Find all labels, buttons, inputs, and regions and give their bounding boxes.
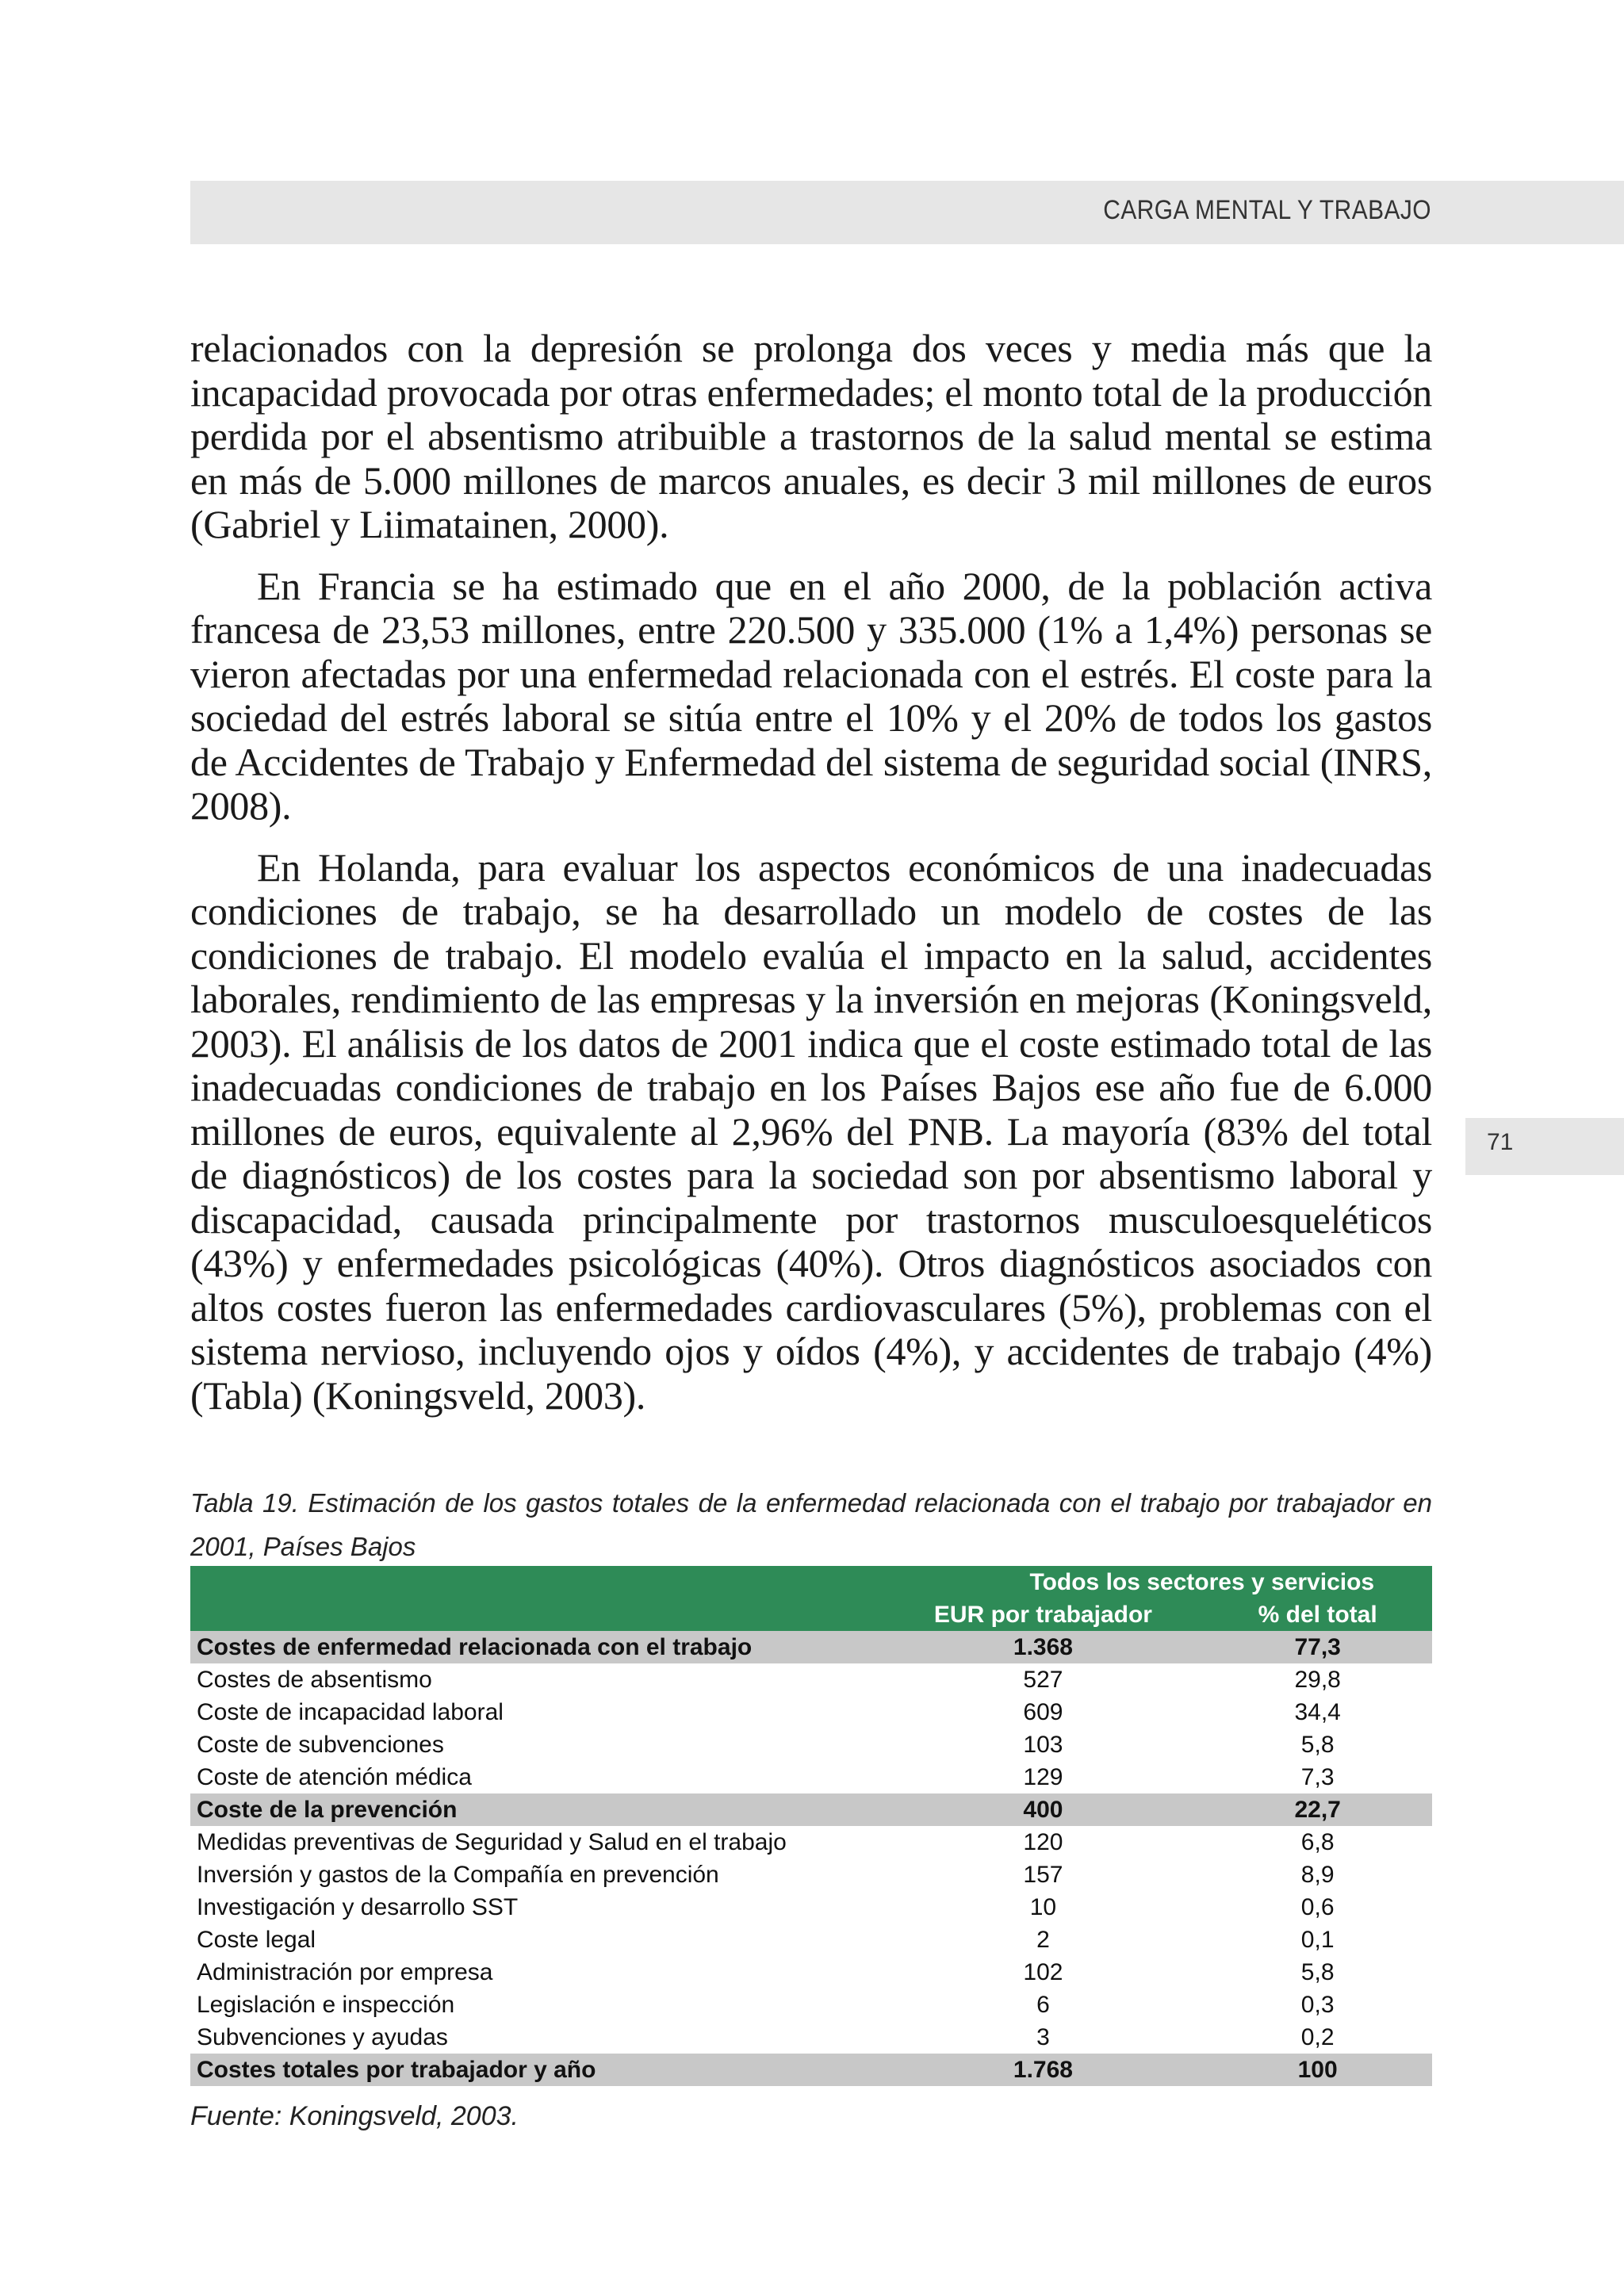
row-label: Legislación e inspección <box>197 1992 455 2018</box>
row-pct-value: 0,2 <box>1300 2024 1335 2050</box>
table-row <box>190 1989 1432 2021</box>
table-row <box>190 1956 1432 1989</box>
row-pct-value: 5,8 <box>1300 1959 1335 1985</box>
row-eur-value: 157 <box>1023 1862 1063 1888</box>
row-label: Costes de enfermedad relacionada con el trabajo <box>190 1631 883 1663</box>
table-section-row <box>190 1793 1432 1826</box>
cost-table <box>190 1566 1432 2086</box>
table-source: Fuente: Koningsveld, 2003. <box>190 2101 519 2131</box>
row-pct-value: 34,4 <box>1294 1699 1341 1725</box>
row-label: Inversión y gastos de la Compañía en prevención <box>197 1862 719 1888</box>
table-group-header: Todos los sectores y servicios <box>883 1566 1432 1598</box>
table-header-blank <box>190 1598 883 1631</box>
table-row <box>190 1826 1432 1859</box>
table-row <box>190 1924 1432 1956</box>
row-pct-value: 8,9 <box>1300 1862 1335 1888</box>
paragraph: relacionados con la depresión se prolonga dos veces y media más que la incapacidad provocada por otras enfermedades; el monto total de la producción perdida por el absentismo atribuible a trastornos de la salud mental se estima en más de 5.000 millones de marcos anuales, es decir 3 mil millones de euros (Gabriel y Liimatainen, 2000). <box>190 326 1432 546</box>
row-pct-value: 0,3 <box>1300 1992 1335 2018</box>
table-body <box>190 1631 1432 2086</box>
row-eur-value: 10 <box>1029 1894 1057 1920</box>
row-label: Coste de incapacidad laboral <box>197 1699 504 1725</box>
table-row <box>190 1696 1432 1728</box>
body-text <box>190 327 1432 1435</box>
row-eur-value: 527 <box>1023 1667 1063 1693</box>
row-eur-value: 609 <box>1023 1699 1063 1725</box>
paragraph: En Holanda, para evaluar los aspectos económicos de una inadecuadas condiciones de trabajo, se ha desarrollado un modelo de costes de las condiciones de trabajo. El modelo evalúa el impacto en la salud, accidentes laborales, rendimiento de las empresas y la inversión en mejoras (Koningsveld, 2003). El análisis de los datos de 2001 indica que el coste estimado total de las inadecuadas condiciones de trabajo en los Países Bajos ese año fue de 6.000 millones de euros, equivalente al 2,96% del PNB. La mayoría (83% del total de diagnósticos) de los costes para la sociedad son por absentismo laboral y discapacidad, causada principalmente por trastornos musculoesqueléticos (43%) y enfermedades psicológicas (40%). Otros diagnósticos asociados con altos costes fueron las enfermedades cardiovasculares (5%), problemas con el sistema nervioso, incluyendo ojos y oídos (4%), y accidentes de trabajo (4%) (Tabla) (Koningsveld, 2003). <box>190 844 1432 1418</box>
row-eur-value: 102 <box>1023 1959 1063 1985</box>
row-pct-value: 0,6 <box>1300 1894 1335 1920</box>
row-eur-value: 2 <box>1036 1927 1050 1953</box>
row-pct-value: 7,3 <box>1300 1764 1335 1790</box>
table-column-header-row <box>190 1598 1432 1631</box>
row-eur-value: 103 <box>1023 1732 1063 1758</box>
page-number: 71 <box>1487 1129 1514 1155</box>
row-label: Costes de absentismo <box>197 1667 432 1693</box>
row-pct-value: 29,8 <box>1294 1667 1341 1693</box>
table-row <box>190 1891 1432 1924</box>
table-row <box>190 1728 1432 1761</box>
paragraph: En Francia se ha estimado que en el año 2000, de la población activa francesa de 23,53 millones, entre 220.500 y 335.000 (1% a 1,4%) personas se vieron afectadas por una enfermedad relacionada con el estrés. El coste para la sociedad del estrés laboral se sitúa entre el 10% y el 20% de todos los gastos de Accidentes de Trabajo y Enfermedad del sistema de seguridad social (INRS, 2008). <box>190 563 1432 828</box>
table-row <box>190 1663 1432 1696</box>
row-label: Coste de la prevención <box>190 1793 883 1826</box>
table-row <box>190 2021 1432 2054</box>
row-pct-value: 5,8 <box>1300 1732 1335 1758</box>
row-pct-value: 77,3 <box>1203 1631 1432 1663</box>
row-pct-value: 0,1 <box>1300 1927 1335 1953</box>
column-header-pct: % del total <box>1203 1598 1432 1631</box>
row-eur-value: 129 <box>1023 1764 1063 1790</box>
row-eur-value: 3 <box>1036 2024 1050 2050</box>
row-label: Investigación y desarrollo SST <box>197 1894 519 1920</box>
column-header-eur: EUR por trabajador <box>883 1598 1204 1631</box>
table-header-blank <box>190 1566 883 1598</box>
row-label: Coste de atención médica <box>197 1764 472 1790</box>
row-pct-value: 22,7 <box>1203 1793 1432 1826</box>
row-eur-value: 120 <box>1023 1829 1063 1855</box>
row-pct-value: 6,8 <box>1300 1829 1335 1855</box>
table-section-row <box>190 1631 1432 1663</box>
row-label: Costes totales por trabajador y año <box>190 2054 883 2086</box>
row-pct-value: 100 <box>1203 2054 1432 2086</box>
row-eur-value: 6 <box>1036 1992 1050 2018</box>
row-label: Coste de subvenciones <box>197 1732 444 1758</box>
row-label: Coste legal <box>197 1927 316 1953</box>
table-group-header-row <box>190 1566 1432 1598</box>
row-label: Subvenciones y ayudas <box>197 2024 448 2050</box>
row-label: Medidas preventivas de Seguridad y Salud en el trabajo <box>197 1829 787 1855</box>
row-eur-value: 1.768 <box>883 2054 1204 2086</box>
running-header-title: CARGA MENTAL Y TRABAJO <box>1103 195 1431 225</box>
row-eur-value: 1.368 <box>883 1631 1204 1663</box>
row-label: Administración por empresa <box>197 1959 493 1985</box>
table-row <box>190 1761 1432 1793</box>
table-section-row <box>190 2054 1432 2086</box>
table-row <box>190 1859 1432 1891</box>
row-eur-value: 400 <box>883 1793 1204 1826</box>
table-caption: Tabla 19. Estimación de los gastos totales de la enfermedad relacionada con el trabajo por trabajador en 2001, Países Bajos <box>190 1488 1432 1561</box>
